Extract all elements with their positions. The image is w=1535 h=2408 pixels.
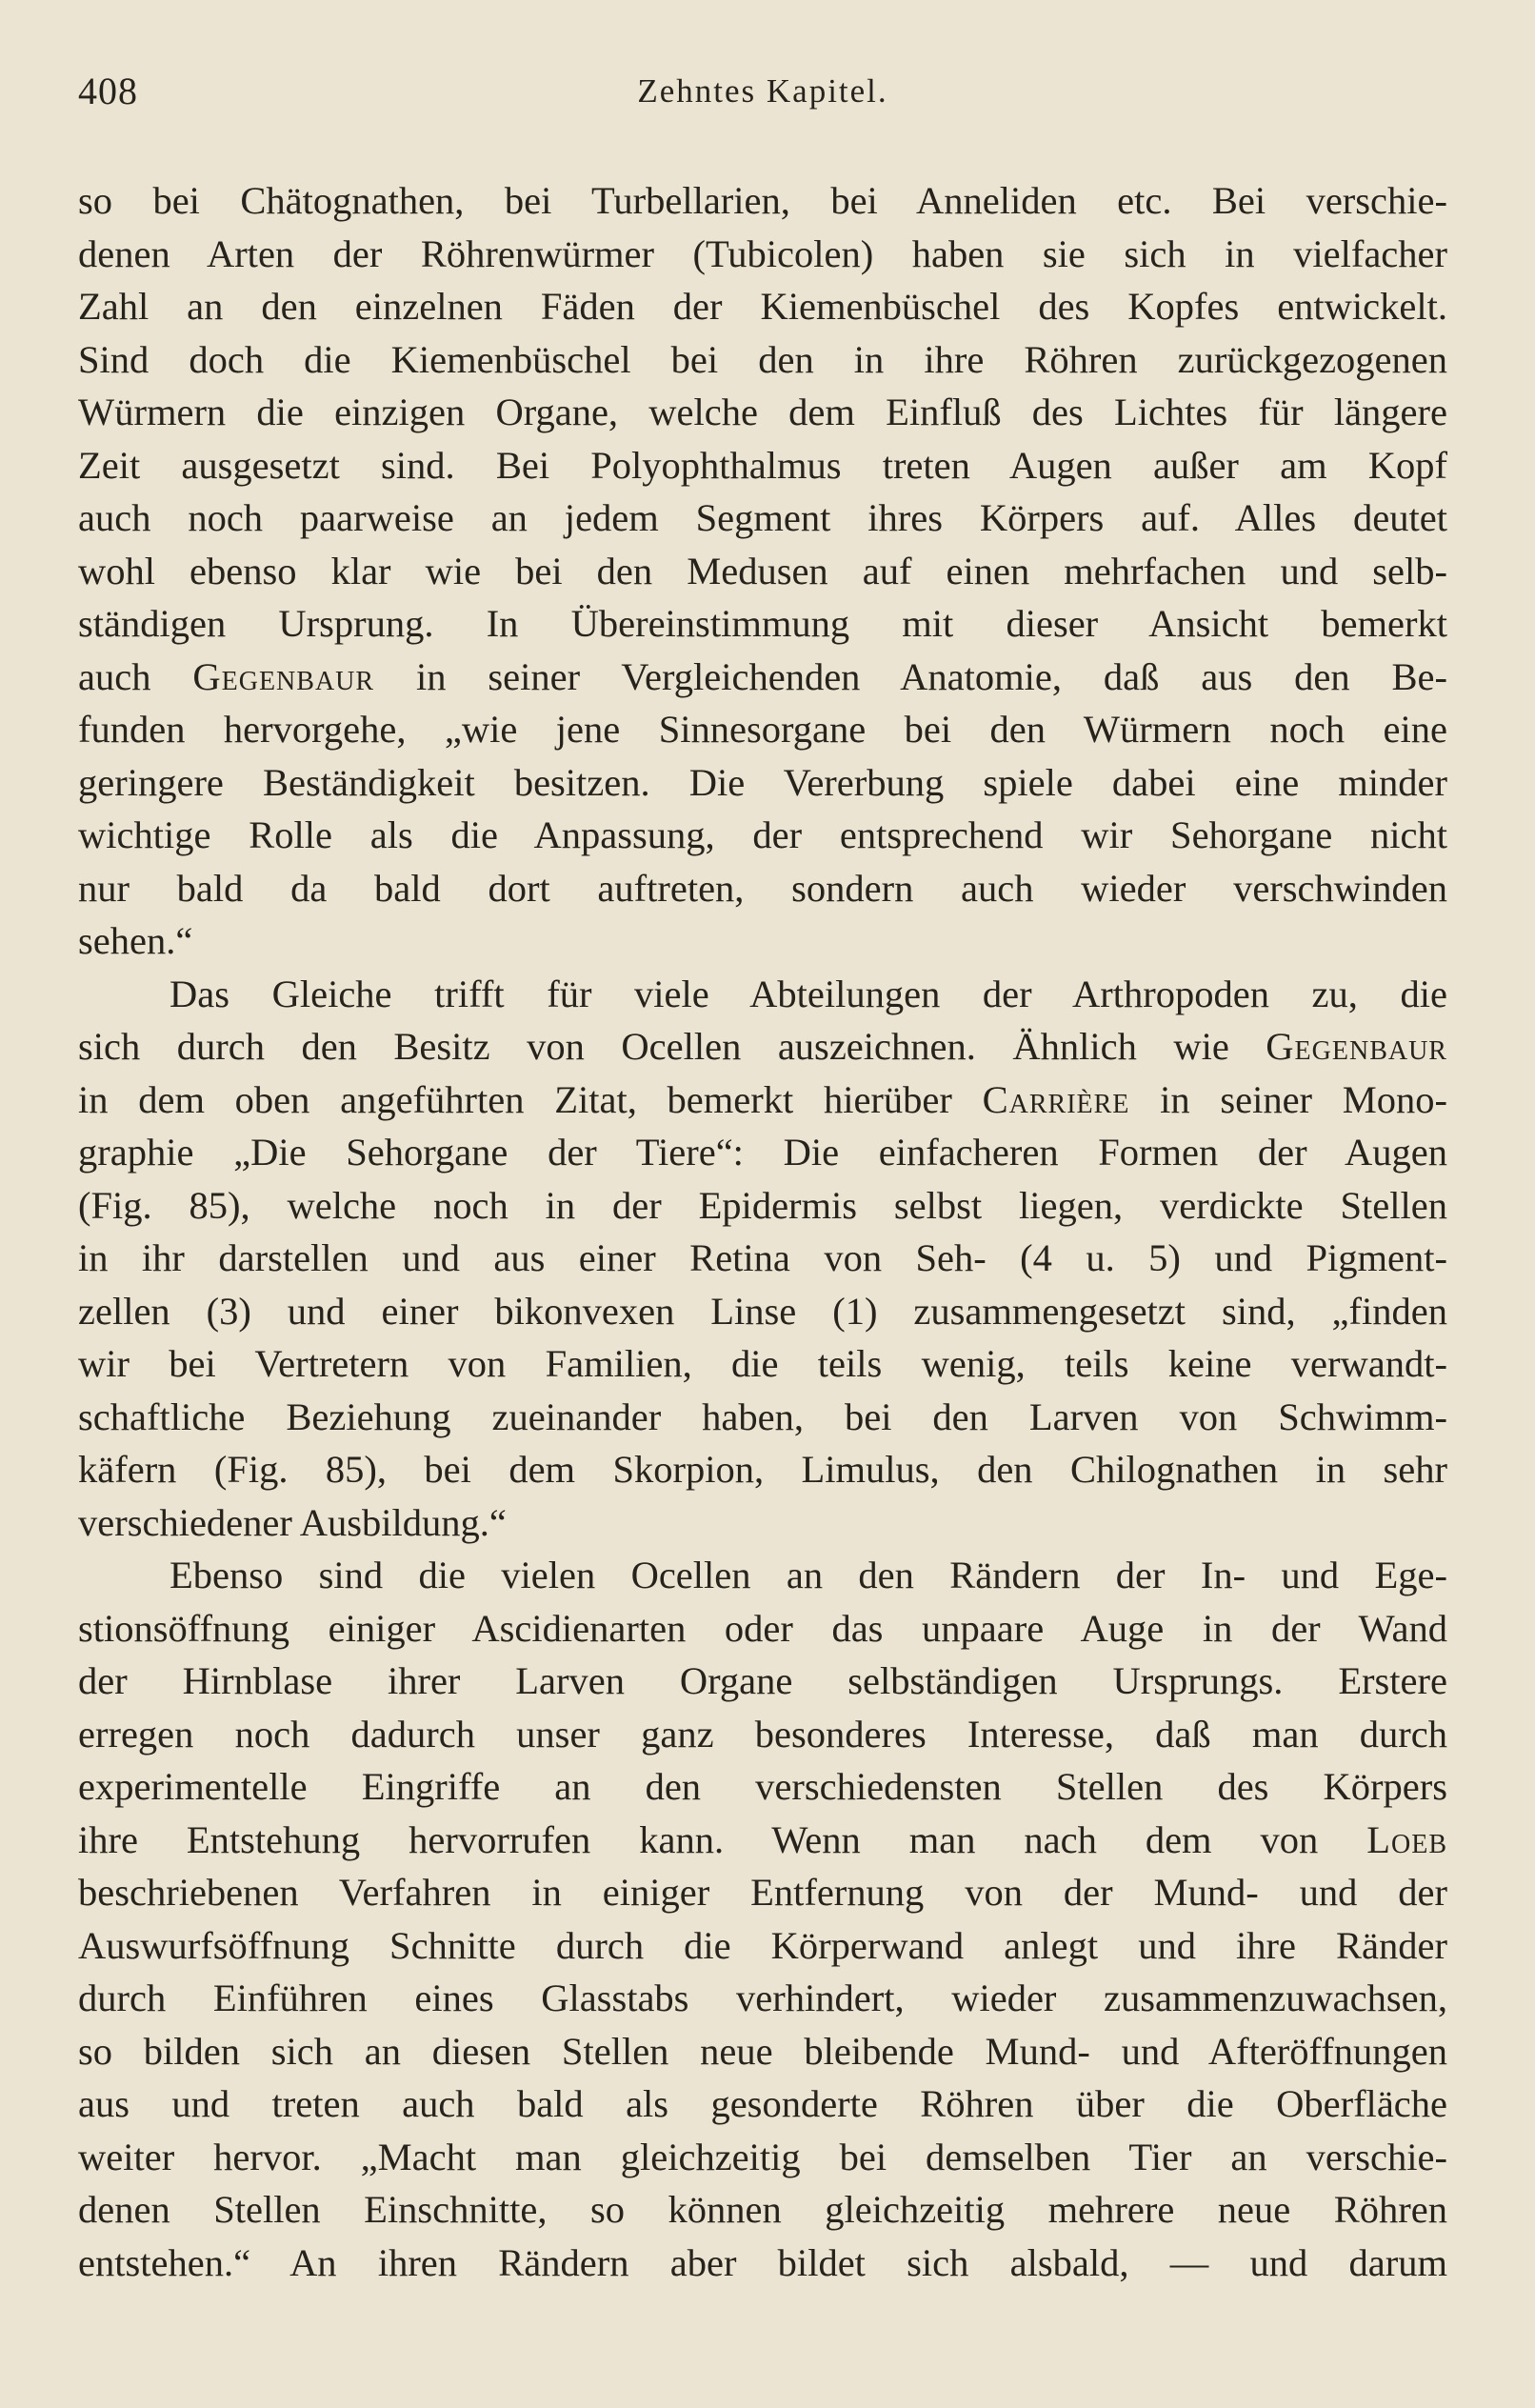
text-line (78, 1232, 1447, 1285)
text-line (78, 597, 1447, 651)
text-segment: stionsöffnung einiger Ascidienarten oder das unpaare Auge in der Wand (78, 1606, 1447, 1650)
text-line (78, 492, 1447, 545)
text-line (78, 1655, 1447, 1708)
text-segment: denen Stellen Einschnitte, so können gleichzeitig mehrere neue Röhren (78, 2188, 1447, 2231)
text-line (78, 1179, 1447, 1233)
text-line (78, 1391, 1447, 1444)
text-segment: so bilden sich an diesen Stellen neue bleibende Mund- und Afteröffnungen (78, 2029, 1447, 2073)
text-segment: ihre Entstehung hervorrufen kann. Wenn man nach dem von (78, 1817, 1367, 1861)
author-name: Loeb (1366, 1817, 1447, 1861)
text-line (78, 2237, 1447, 2290)
text-line (78, 1337, 1447, 1391)
text-line (78, 2025, 1447, 2078)
text-segment: wir bei Vertretern von Familien, die teils wenig, teils keine verwandt- (78, 1342, 1447, 1385)
text-segment: erregen noch dadurch unser ganz besonderes Interesse, daß man durch (78, 1712, 1447, 1756)
text-segment: sich durch den Besitz von Ocellen auszeichnen. Ähnlich wie (78, 1025, 1266, 1068)
text-line (78, 228, 1447, 281)
text-segment: ständigen Ursprung. In Übereinstimmung mit dieser Ansicht bemerkt (78, 602, 1447, 645)
page-header (78, 69, 1447, 126)
author-name: Gegenbaur (192, 654, 375, 698)
text-segment: in seiner Vergleichenden Anatomie, daß aus den Be- (374, 654, 1448, 698)
text-line (78, 1285, 1447, 1338)
text-line (78, 1126, 1447, 1179)
text-segment: Auswurfsöffnung Schnitte durch die Körperwand anlegt und ihre Ränder (78, 1923, 1447, 1967)
text-segment: sehen.“ (78, 919, 193, 962)
text-line (78, 1972, 1447, 2025)
text-line (78, 756, 1447, 810)
running-title: Zehntes Kapitel. (637, 72, 888, 110)
text-segment: entstehen.“ An ihren Rändern aber bildet sich alsbald, — und darum (78, 2240, 1447, 2284)
text-line (78, 809, 1447, 862)
text-segment: geringere Beständigkeit besitzen. Die Vererbung spiele dabei eine minder (78, 760, 1447, 804)
text-line (78, 545, 1447, 598)
text-line (78, 333, 1447, 387)
text-segment: so bei Chätognathen, bei Turbellarien, bei Anneliden etc. Bei verschie- (78, 179, 1447, 222)
text-line (78, 1919, 1447, 1973)
text-segment: Sind doch die Kiemenbüschel bei den in ihre Röhren zurückgezogenen (78, 337, 1447, 381)
text-segment: wichtige Rolle als die Anpassung, der entsprechend wir Sehorgane nicht (78, 813, 1447, 856)
text-segment: nur bald da bald dort auftreten, sondern auch wieder verschwinden (78, 866, 1447, 910)
text-line (78, 1496, 1447, 1550)
text-segment: Das Gleiche trifft für viele Abteilungen der Arthropoden zu, die (169, 972, 1447, 1015)
text-segment: Zeit ausgesetzt sind. Bei Polyophthalmus treten Augen außer am Kopf (78, 443, 1447, 487)
text-line (78, 1760, 1447, 1814)
text-segment: auch (78, 654, 193, 698)
text-line (78, 386, 1447, 439)
text-segment: in dem oben angeführten Zitat, bemerkt hierüber (78, 1077, 983, 1121)
text-segment: graphie „Die Sehorgane der Tiere“: Die einfacheren Formen der Augen (78, 1131, 1447, 1174)
text-segment: Zahl an den einzelnen Fäden der Kiemenbüschel des Kopfes entwickelt. (78, 285, 1447, 328)
text-segment: wohl ebenso klar wie bei den Medusen auf einen mehrfachen und selb- (78, 549, 1447, 592)
text-line (78, 1020, 1447, 1074)
text-segment: denen Arten der Röhrenwürmer (Tubicolen) haben sie sich in vielfacher (78, 231, 1447, 275)
text-segment: weiter hervor. „Macht man gleichzeitig bei demselben Tier an verschie- (78, 2135, 1447, 2178)
text-line (78, 280, 1447, 333)
text-line (78, 703, 1447, 756)
text-segment: Würmern die einzigen Organe, welche dem Einfluß des Lichtes für längere (78, 391, 1447, 433)
text-segment: auch noch paarweise an jedem Segment ihres Körpers auf. Alles deutet (78, 496, 1447, 539)
text-line (78, 1866, 1447, 1919)
text-line (78, 1602, 1447, 1656)
text-line (78, 2183, 1447, 2237)
text-segment: funden hervorgehe, „wie jene Sinnesorgane bei den Würmern noch eine (78, 708, 1447, 751)
text-line (78, 968, 1447, 1021)
text-line (78, 651, 1447, 704)
text-line (78, 2077, 1447, 2131)
text-segment: verschiedener Ausbildung.“ (78, 1500, 507, 1544)
text-line (78, 1074, 1447, 1127)
text-line (78, 1549, 1447, 1602)
text-segment: der Hirnblase ihrer Larven Organe selbständigen Ursprungs. Erstere (78, 1659, 1447, 1702)
text-segment: schaftliche Beziehung zueinander haben, bei den Larven von Schwimm- (78, 1395, 1447, 1438)
text-segment: durch Einführen eines Glasstabs verhindert, wieder zusammenzuwachsen, (78, 1977, 1447, 2019)
text-segment: beschriebenen Verfahren in einiger Entfernung von der Mund- und der (78, 1871, 1447, 1914)
text-line (78, 914, 1447, 968)
text-line (78, 1814, 1447, 1867)
text-line (78, 439, 1447, 492)
text-segment: Ebenso sind die vielen Ocellen an den Rändern der In- und Ege- (169, 1554, 1447, 1596)
author-name: Gegenbaur (1266, 1025, 1447, 1068)
author-name: Carrière (982, 1077, 1130, 1121)
body-text (78, 174, 1447, 2289)
text-segment: käfern (Fig. 85), bei dem Skorpion, Limulus, den Chilognathen in sehr (78, 1448, 1447, 1491)
text-segment: in seiner Mono- (1129, 1077, 1448, 1121)
text-segment: experimentelle Eingriffe an den verschiedensten Stellen des Körpers (78, 1765, 1447, 1808)
text-segment: (Fig. 85), welche noch in der Epidermis selbst liegen, verdickte Stellen (78, 1183, 1447, 1227)
text-segment: zellen (3) und einer bikonvexen Linse (1) zusammengesetzt sind, „finden (78, 1289, 1447, 1333)
page-number: 408 (78, 70, 138, 112)
text-line (78, 2131, 1447, 2184)
text-segment: aus und treten auch bald als gesonderte Röhren über die Oberfläche (78, 2082, 1447, 2125)
text-line (78, 174, 1447, 228)
text-line (78, 1708, 1447, 1761)
text-segment: in ihr darstellen und aus einer Retina von Seh- (4 u. 5) und Pigment- (78, 1236, 1447, 1279)
text-line (78, 1443, 1447, 1496)
text-line (78, 862, 1447, 915)
